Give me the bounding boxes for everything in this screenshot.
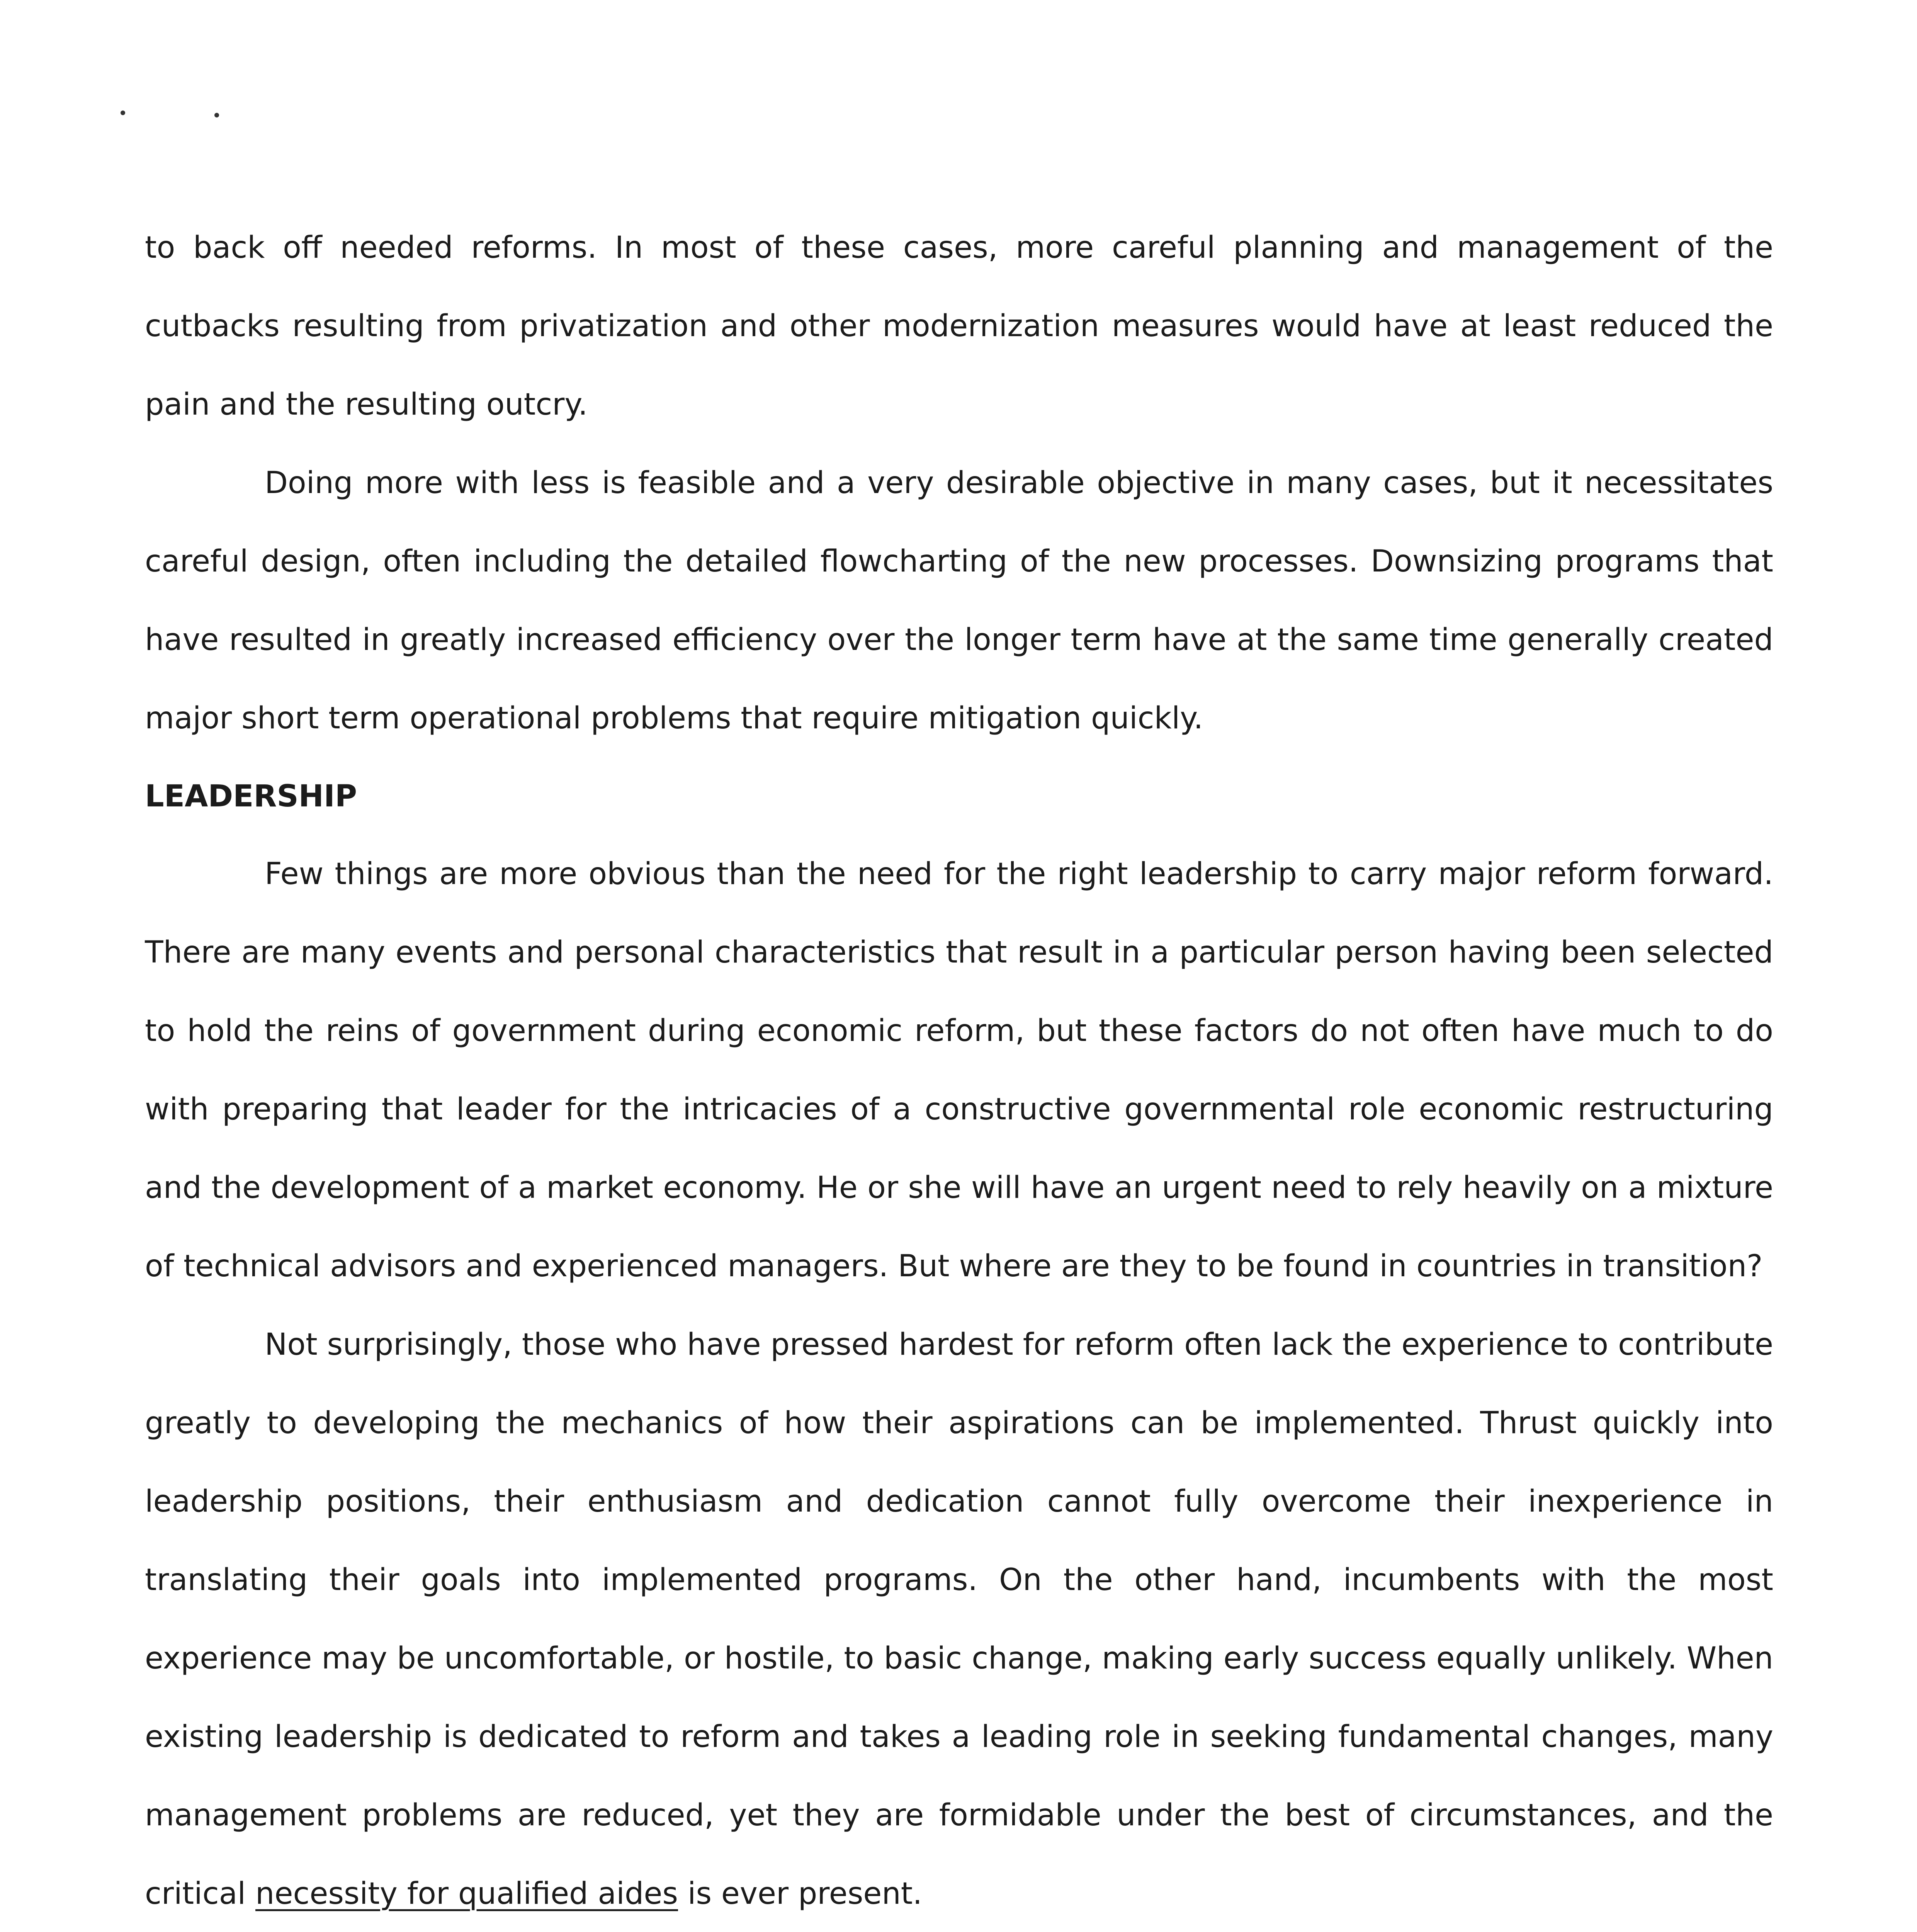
- paragraph-4: [145, 1306, 1773, 1932]
- scan-mark-right: [214, 113, 219, 117]
- paragraph-2: Doing more with less is feasible and a very desirable objective in many cases, but it necessitates careful design, often including the detailed flowcharting of the new processes. Downsizing programs that have resulted in greatly increased efficiency over the longer term have at the same time generally created major short term operational problems that require mitigation quickly.: [145, 466, 1773, 736]
- paragraph-4-text: Not surprisingly, those who have pressed hardest for reform often lack the experience to contribute greatly to developing the mechanics of how their aspirations can be implemented. Thrust quickly into leadership positions, their enthusiasm and dedication cannot fully overcome their inexperience in translating their goals into implemented programs. On the other hand, incumbents with the most experience may be uncomfortable, or hostile, to basic change, making early success equally unlikely. When existing leadership is dedicated to reform and takes a leading role in seeking fundamental changes, many management problems are reduced, yet they are formidable under the best of circumstances, and the critical: [145, 1327, 1773, 1911]
- scan-mark-left: [121, 111, 125, 115]
- paragraph-4-tail: is ever present.: [678, 1876, 923, 1911]
- paragraph-1: to back off needed reforms. In most of these cases, more careful planning and management of the cutbacks resulting from privatization and other modernization measures would have at least reduced the pain and the resulting outcry.: [145, 230, 1773, 422]
- document-body: [145, 209, 1773, 1932]
- paragraph-3: Few things are more obvious than the need for the right leadership to carry major reform forward. There are many events and personal characteristics that result in a particular person having been selected to hold the reins of government during economic reform, but these factors do not often have much to do with preparing that leader for the intricacies of a constructive governmental role economic restructuring and the development of a market economy. He or she will have an urgent need to rely heavily on a mixture of technical advisors and experienced managers. But where are they to be found in countries in transition?: [145, 857, 1773, 1284]
- underlined-phrase-qualified-aides: necessity for qualified aides: [255, 1876, 678, 1911]
- section-heading: LEADERSHIP: [145, 779, 357, 814]
